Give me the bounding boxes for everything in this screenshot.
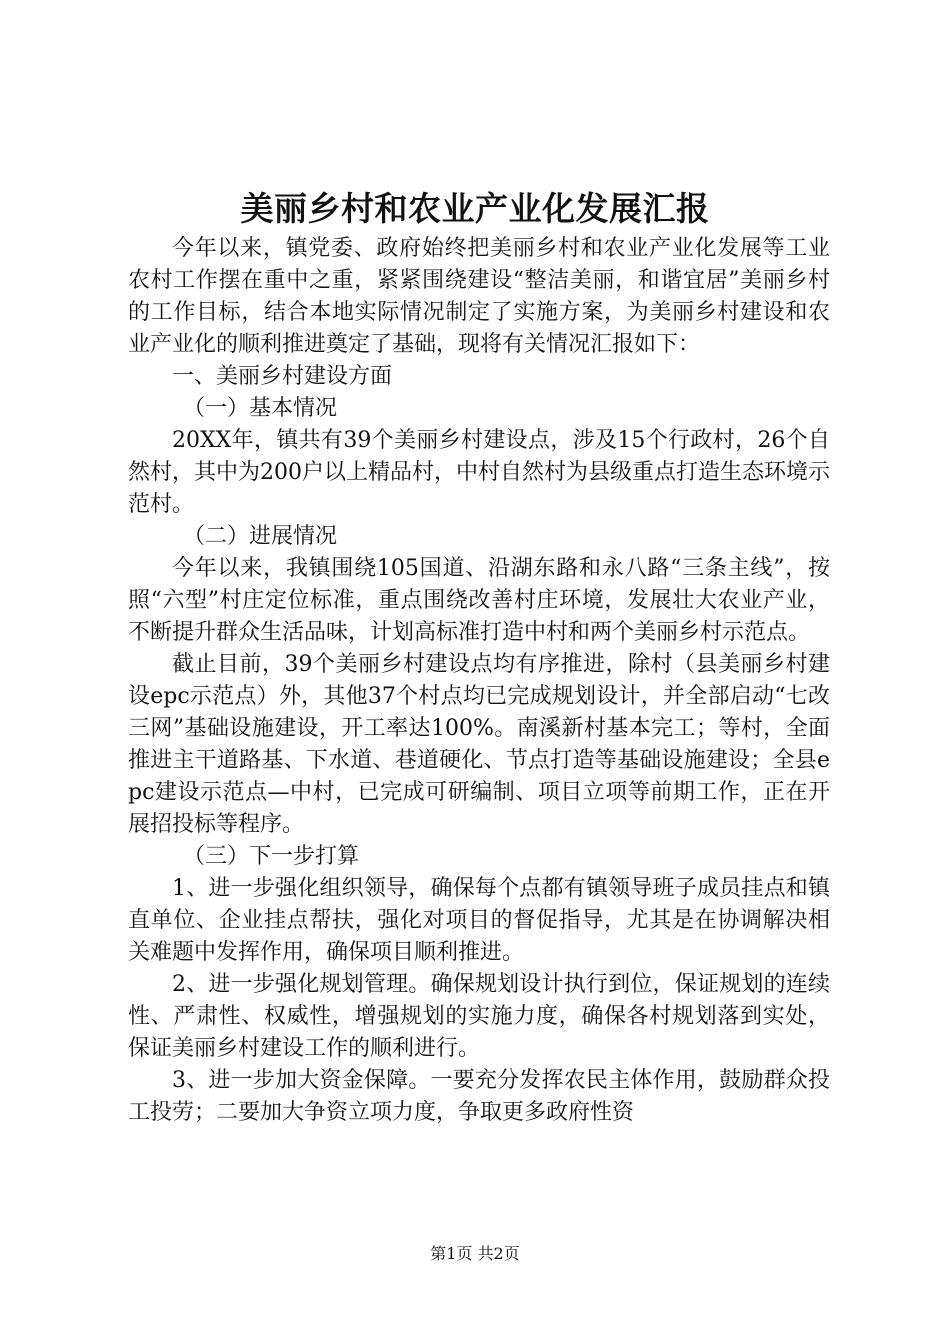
document-title: 美丽乡村和农业产业化发展汇报 xyxy=(240,189,710,228)
intro-paragraph: 今年以来，镇党委、政府始终把美丽乡村和农业产业化发展等工业农村工作摆在重中之重，紧紧围绕建设“整洁美丽，和谐宜居”美丽乡村的工作目标，结合本地实际情况制定了实施方案，为美丽乡村建设和农业产业化的顺利推进奠定了基础，现将有关情况汇报如下： xyxy=(128,236,830,357)
subsection-heading-basic: （一）基本情况 xyxy=(183,396,338,421)
section-heading-1: 一、美丽乡村建设方面 xyxy=(172,364,393,389)
next-step-item-2: 2、进一步强化规划管理。确保规划设计执行到位，保证规划的连续性、严肃性、权威性，增强规划的实施力度，确保各村规划落到实处，保证美丽乡村建设工作的顺利进行。 xyxy=(128,972,830,1061)
subsection-heading-next-steps: （三）下一步打算 xyxy=(183,844,360,869)
page-number-footer: 第1页 共2页 xyxy=(430,1244,520,1263)
basic-situation-paragraph: 20XX年，镇共有39个美丽乡村建设点，涉及15个行政村，26个自然村，其中为200户以上精品村，中村自然村为县级重点打造生态环境示范村。 xyxy=(128,428,830,517)
progress-paragraph-2: 截止目前，39个美丽乡村建设点均有序推进，除村（县美丽乡村建设epc示范点）外，其他37个村点均已完成规划设计，并全部启动“七改三网”基础设施建设，开工率达100%。南溪新村基本完工；等村，全面推进主干道路基、下水道、巷道硬化、节点打造等基础设施建设；全县epc建设示范点—中村，已完成可研编制、项目立项等前期工作，正在开展招投标等程序。 xyxy=(128,652,830,837)
next-step-item-1: 1、进一步强化组织领导，确保每个点都有镇领导班子成员挂点和镇直单位、企业挂点帮扶，强化对项目的督促指导，尤其是在协调解决相关难题中发挥作用，确保项目顺利推进。 xyxy=(128,876,830,965)
document-body xyxy=(128,233,830,1129)
subsection-heading-progress: （二）进展情况 xyxy=(183,524,338,549)
next-step-item-3: 3、进一步加大资金保障。一要充分发挥农民主体作用，鼓励群众投工投劳；二要加大争资立项力度，争取更多政府性资 xyxy=(128,1068,830,1125)
progress-paragraph-1: 今年以来，我镇围绕105国道、沿湖东路和永八路“三条主线”，按照“六型”村庄定位标准，重点围绕改善村庄环境，发展壮大农业产业，不断提升群众生活品味，计划高标准打造中村和两个美丽乡村示范点。 xyxy=(128,556,830,645)
